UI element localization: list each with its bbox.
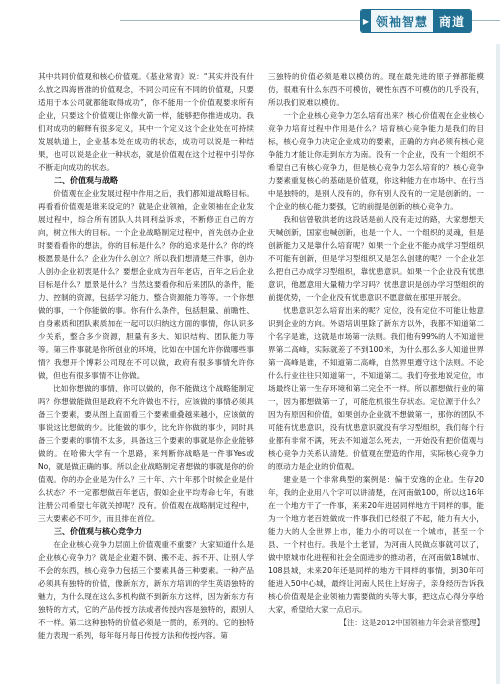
- section-tag-box: [360, 9, 472, 33]
- paragraph: 建业是一个非常典型的案例是：偏于安逸的企业。生存20年，我的企业用八个字可以讲清楚，在河南做100，所以这16年在一个地方干了一件事，来来20年进居同样地方干同样的事，能为一个地方老百姓做成一件事我们已经很了不起，能力有大小，能力大的人全世界上市，能力小的可以在一个城市，甚至一个县、一个村也行。我是个土老冒，为河南人民做点事就可以了，做中原城市化进程和社会全面进步的推动者，在河南做18城市、108县城，未来20年还是同样的地方干同样的事情，到30年可能进入50中心城，最终让河南人民住上好房子，亲身经历告诉我核心价值观是企业领袖力需要做的头等大事，把这点心得分享给大家，希望给大家一点启示。: [268, 475, 484, 614]
- section-heading: 二、价值观与战略: [54, 176, 118, 185]
- page-header: [0, 0, 500, 42]
- paragraph: 我和信曾敬洪老的这段话是前人没有走过的路，大家想想天天喊创新，国家也喊创新，也是一个人、一个组织的灵魂，但是创新能力又是靠什么培育呢？如果一个企业不能办成学习型组织不可能有创新，但是学习型组织又是怎么创建的呢？一个企业怎么把自己办成学习型组织，靠忧患意识。如果一个企业没有忧患意识，他愿意用大量精力学习吗？忧患意识是创办学习型组织的前提优势，一个企业没有忧患意识不愿意做在那里开展会。: [268, 215, 484, 302]
- section-tag: [360, 8, 472, 34]
- paragraph: 价值观在企业发展过程中作用之后，我们都知道战略目标。再看看价值观是谁来设定的？就是企业领袖，企业领袖在企业发展过程中，综合所有团队人共同利益诉求，不断修正自己的方向，树立伟大的目标。一个企业战略制定过程中，首先创办企业时要看看你的想法，你的目标是什么？你的追求是什么？你的终极愿景是什么？企业为什么创立？所以我们想清楚三件事，创办人创办企业初衷是什么？要想企业成为百年老店，百年之后企业目标是什么？愿景是什么？当然这要看你和后来团队的条件，能力、控制的资源，包括学习能力、整合资源能力等等。一个你想做的事，一个你能做的事。你有什么条件，包括胆量、前瞻性、自身素质和团队素质加在一起可以归纳这方面的事情，你认识多少关系，整合多少资源，胆量有多大、知识结构、团队能力等等。第三件事就是你所创业的环境，比如在中国允许你做哪些事情？我想开个博彩公司现在不可以做，政府有很多事情允许你做，但也有很多事情不让你做。: [38, 189, 254, 380]
- paragraph: 一个企业核心竞争力怎么培育出来？核心价值观在企业核心竞争力培育过程中作用是什么？培育核心竞争能力是我们的目标，核心竞争力决定企业成功的要素，正确的方向必须有核心竞争能力才能让你走到东方为南。没有一个企业，没有一个组织不希望自己有核心竞争力，但是核心竞争力怎么培育的？核心竞争力要素重复核心的基础是价值观，你这种能力在市场中、在行当中是独特的，是别人没有的，你有别人没有的一定是创新的。一个企业的核心能力要强，它的前提是创新的核心竞争力。: [268, 111, 484, 211]
- section-heading: 三、价值观与核心竞争力: [54, 527, 142, 536]
- paragraph: 三独特的价值必须是难以模仿的。现在最先进的原子弹都能模仿，很难有什么东西不可模仿，硬性东西不可模仿的几乎没有，所以我们说难以模仿。: [268, 72, 484, 107]
- paragraph: 其中共同价值观和核心价值观。《基业常青》说：“其实并没有什么放之四海皆准的价值观念，不同公司应有不同的价值观，只要适用于本公司就都能取得成功”，你不能用一个价值观要求所有企业，只要这个价值观让你像火箭一样，能够把你推进成功。我们对成功的解释有很多定义，其中一个定义这个企业处在可持续发展轨道上，企业基本处在成功的状态，成功可以说是一种结果，也可以说是企业一种状态，就是价值观在这个过程中引导你不断走向成功的状态。: [38, 72, 254, 172]
- right-column: [268, 70, 484, 676]
- section-name: 商道: [433, 10, 471, 32]
- article-body: [38, 70, 484, 676]
- column-name: 领袖智慧: [371, 10, 433, 32]
- paragraph: 在企业核心竞争力层面上价值观重不重要？大家知道什么是企业核心竞争力？就是企业避不倒、搬不走、拆不开、让别人学不会的东西，核心竞争力包括三个要素具备三种要素。一种产品必须具有独特的价值，像新东方，新东方培训的学生英语独特的魅力，为什么现在这么多机构做不到新东方这样，因为新东方有独特的方式，它的产品传授方法或者传授内容是独特的，跟别人不一样。第二这种独特的价值必须是一贯的，系列的。它的独特能力表现一系列，每年每月每日传授方法和传授内容。第: [38, 540, 254, 640]
- play-arrow-icon: ▶: [361, 10, 371, 32]
- paragraph: 忧患意识怎么培育出来的呢？定位，没有定位不可能让他意识到企业的方向。外语培训里除了新东方以外，我都不知道第二个名字是谁，这就是市场第一法则。我们他有99%的人不知道世界第二高峰，实际就差了不到100米，为什么那么多人知道世界第一高峰是谁，不知道第二高峰，自然界里遵守这个法则。不论什么行业往往只知道第一，不知道第二。我们夸张地说定位，市场最终让第一生存环境和第二完全不一样。所以都想做行业的第一，因为都想做第一了，可能危机很生存状态。定位源于什么？因为有原因和价值，如果创办企业就不想做第一，那你的团队不可能有忧患意识，没有忧患意识就没有学习型组织，我们每个行业都有非常不满，死去不知道怎么死去，一开始没有把价值观与核心竞争力关系认清楚。价值观在塑造的作用，实际核心竞争力的原动力是企业的价值观。: [268, 306, 484, 471]
- paragraph: 比如你想做的事情、你可以做的，你不能做这个战略能制定吗？你想做能做但是政府不允许做也不行，应该做的事情必须具备三个要素，要从图上直面看三个要素重叠越来越小，应该做的事说这比想做的少。比能做的事少，比允许你做的事少，同时具备三个要素的事情不太多，具备这三个要素的事就是你企业能够做的。在哈佛大学有一个思路，来判断你战略是一件事Yes或No，就是做正确的事。所以企业战略制定者想做的事就是你的价值观。你的办企业是为什么？三十年、六十年那个时候企业是什么状态？不一定都想做百年老店，假如企业平均寿命七年，有谁注册公司希望七年就关掉呢？没有。价值观在战略制定过程中，三大要素必不可少，而且排在首位。: [38, 384, 254, 523]
- source-note: 【注：这是2012中国领袖力年会录音整理】: [339, 618, 484, 627]
- page-edge-bar: [496, 44, 500, 684]
- left-column: [38, 70, 254, 676]
